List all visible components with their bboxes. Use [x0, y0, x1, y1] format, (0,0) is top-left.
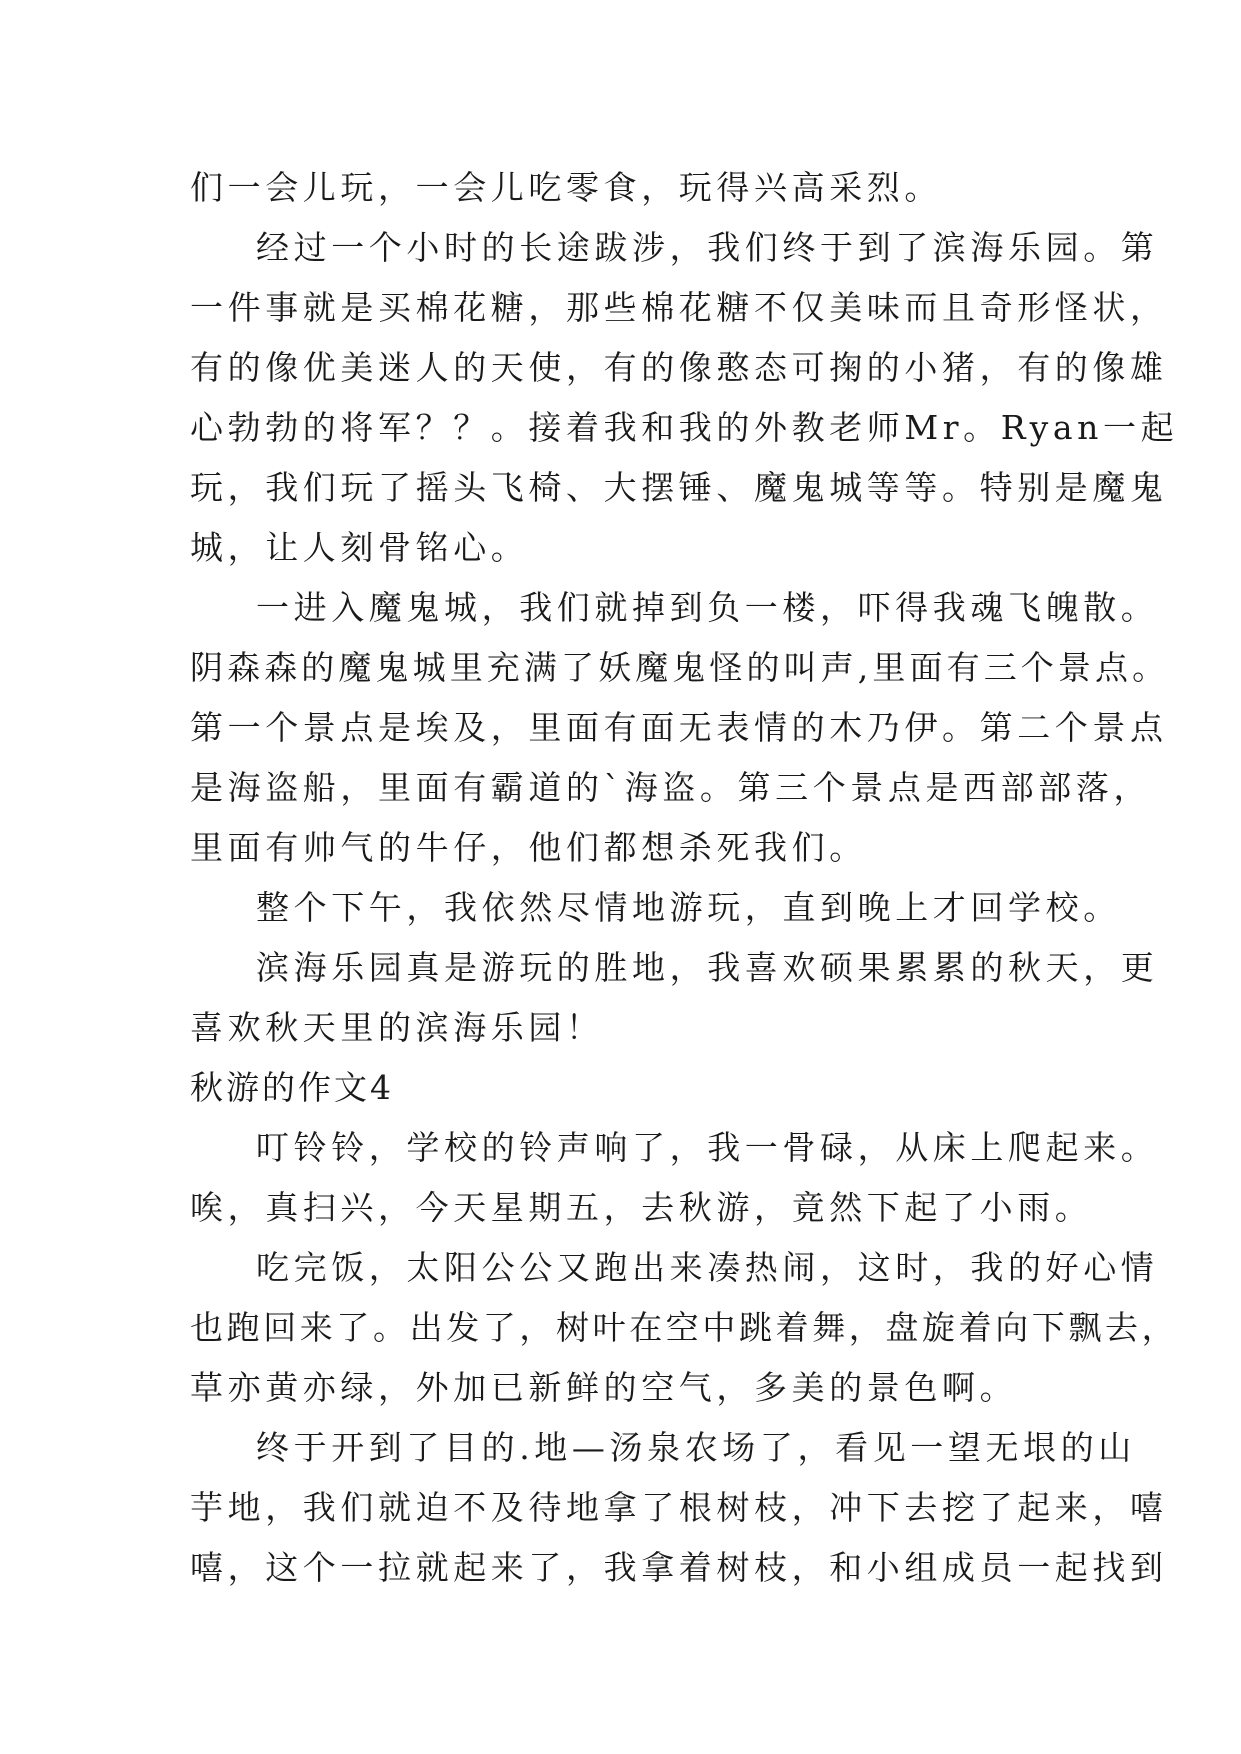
text-line: 也跑回来了。出发了，树叶在空中跳着舞，盘旋着向下飘去，	[190, 1308, 1179, 1347]
paragraph-start-line: 整个下午，我依然尽情地游玩，直到晚上才回学校。	[256, 888, 1121, 927]
paragraph-start-line: 叮铃铃，学校的铃声响了，我一骨碌，从床上爬起来。	[256, 1128, 1159, 1167]
text-line: 嘻，这个一拉就起来了，我拿着树枝，和小组成员一起找到	[190, 1548, 1168, 1587]
text-line: 们一会儿玩，一会儿吃零食，玩得兴高采烈。	[190, 168, 942, 207]
text-line: 草亦黄亦绿，外加已新鲜的空气，多美的景色啊。	[190, 1368, 1018, 1407]
text-line: 里面有帅气的牛仔，他们都想杀死我们。	[190, 828, 867, 867]
paragraph-start-line: 一进入魔鬼城，我们就掉到负一楼，吓得我魂飞魄散。	[256, 588, 1159, 627]
paragraph-start-line: 终于开到了目的.地—汤泉农场了，看见一望无垠的山	[256, 1428, 1136, 1467]
text-line: 芋地，我们就迫不及待地拿了根树枝，冲下去挖了起来，嘻	[190, 1488, 1168, 1527]
text-line: 心勃勃的将军？？。接着我和我的外教老师Mr。Ryan一起	[190, 408, 1179, 447]
text-line: 唉，真扫兴，今天星期五，去秋游，竟然下起了小雨。	[190, 1188, 1093, 1227]
paragraph-start-line: 滨海乐园真是游玩的胜地，我喜欢硕果累累的秋天，更	[256, 948, 1159, 987]
text-line: 阴森森的魔鬼城里充满了妖魔鬼怪的叫声,里面有三个景点。	[190, 648, 1170, 687]
text-line: 第一个景点是埃及，里面有面无表情的木乃伊。第二个景点	[190, 708, 1168, 747]
text-line: 有的像优美迷人的天使，有的像憨态可掬的小猪，有的像雄	[190, 348, 1168, 387]
text-line: 喜欢秋天里的滨海乐园！	[190, 1008, 604, 1047]
text-line: 一件事就是买棉花糖，那些棉花糖不仅美味而且奇形怪状，	[190, 288, 1168, 327]
paragraph-start-line: 吃完饭，太阳公公又跑出来凑热闹，这时，我的好心情	[256, 1248, 1159, 1287]
paragraph-start-line: 经过一个小时的长途跋涉，我们终于到了滨海乐园。第	[256, 228, 1159, 267]
text-line: 玩，我们玩了摇头飞椅、大摆锤、魔鬼城等等。特别是魔鬼	[190, 468, 1168, 507]
text-line: 城，让人刻骨铭心。	[190, 528, 529, 567]
section-heading: 秋游的作文4	[190, 1068, 394, 1107]
text-line: 是海盗船，里面有霸道的`海盗。第三个景点是西部部落，	[190, 768, 1152, 807]
